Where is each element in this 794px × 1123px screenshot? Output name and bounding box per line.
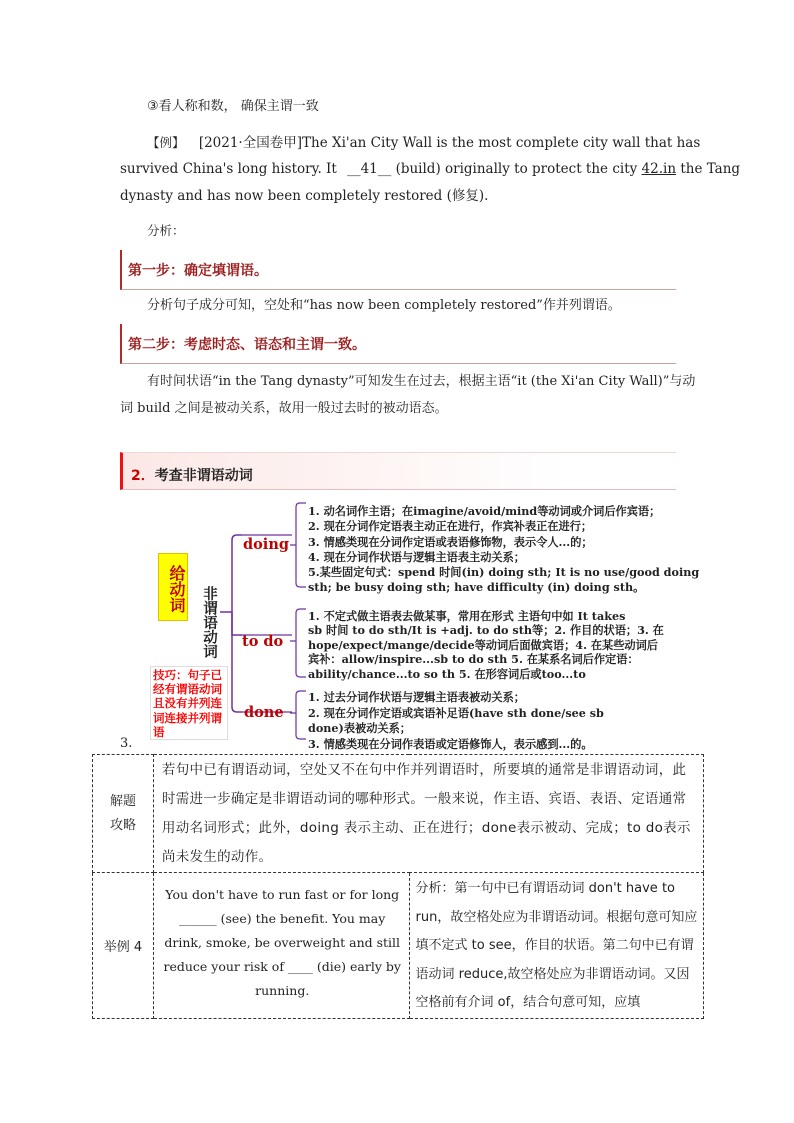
example-tag: 【例】 [147,135,185,150]
example-line-2 [120,159,740,179]
doing-note: 2. 现在分词作定语表主动正在进行，作宾补表正在进行； [308,519,593,534]
doing-note: 3. 情感类现在分词作定语或表语修饰物，表示令人...的； [308,534,593,549]
point3-heading: ③看人称和数， 确保主谓一致 [147,99,319,114]
blank-42: 42.in [641,161,677,177]
done-note: done)表被动关系； [308,721,411,735]
strategy-body: 若句中已有谓语动词，空处又不在句中作并列谓语时，所要填的通常是非谓语动词，此时需进一步确定是非谓语动词的哪种形式。一般来说，作主语、宾语、表语、定语通常用动名词形式；此外，doing 表示主动、正在进行；done表示被动、完成；to do表示尚未发生的动作。 [153,755,703,873]
example-line-1 [147,133,700,153]
done-note: 1. 过去分词作状语与逻辑主语表被动关系； [308,690,525,704]
strategy-head: 解题攻略 [93,755,154,873]
mindmap-center: 非谓语动词 [201,585,217,659]
example-text-2a: survived China's long history. It [120,161,337,177]
example-line-3: dynasty and has now been completely restored (修复). [120,188,489,204]
mindmap-todo-label: to do [242,633,284,650]
todo-note: ability/chance...to so th 5. 在形容词后或too...to [308,666,586,681]
doing-notes [308,504,699,596]
table-row [93,755,704,873]
example-text-1: The Xi'an City Wall is the most complete city wall that has [302,135,701,151]
todo-notes [308,609,664,681]
mindmap-root: 给动词 [158,553,188,621]
table-row [93,873,704,1019]
analysis-label: 分析： [147,223,185,238]
step2-text-2: 词 build 之间是被动关系，故用一般过去时的被动语态。 [120,401,448,416]
todo-note: sb 时间 to do sth/It is +adj. to do sth等；2. 作目的状语；3. 在 [308,623,664,638]
mindmap-done-label: done [244,704,284,721]
item3-number: 3. [120,736,133,751]
todo-note: 1. 不定式做主语表去做某事，常用在形式 主语句中如 It takes [308,609,626,623]
step2-text-1: 有时间状语“in the Tang dynasty”可知发生在过去，根据主语“it (the Xi'an City Wall)”与动 [147,374,696,389]
section2-title: 考查非谓语动词 [154,468,253,484]
doing-note: 1. 动名词作主语；在imagine/avoid/mind等动词或介词后作宾语； [308,504,661,518]
doing-note: 4. 现在分词作状语与逻辑主语表主动关系； [308,549,525,564]
todo-note: hope/expect/mange/decide等动词后面做宾语；4. 在某些动词后 [308,637,658,652]
done-notes [308,690,604,752]
mindmap [150,495,710,751]
example-text-2c: the Tang [680,161,741,177]
todo-note: 宾补：allow/inspire...sb to do sth 5. 在某系名词后作定语： [308,652,639,667]
mindmap-doing-label: doing [243,536,289,553]
section2-header [120,452,676,490]
mindmap-tip: 技巧：句子已经有谓语动词且没有并列连词连接并列谓语 [150,666,228,740]
example4-analysis: 分析：第一句中已有谓语动词 don't have to run，故空格处应为非谓语动词。根据句意可知应填不定式 to see，作目的状语。第二句中已有谓语动词 reduce,故空格处应为非谓语动词。又因空格前有介词 of，结合句意可知，应填 [409,873,703,1019]
example-text-2b: (build) originally to protect the city [395,161,638,177]
example4-question: You don't have to run fast or for long ______ (see) the benefit. You may drink, smoke, be overweight and still reduce your risk of ____ (die) early by running. [153,873,409,1019]
done-note: 2. 现在分词作定语或宾语补足语(have sth done/see sb [308,705,604,720]
step1-text: 分析句子成分可知，空处和“has now been completely restored”作并列谓语。 [147,298,621,313]
example-source: [2021·全国卷甲] [198,135,302,151]
doing-note: sth; be busy doing sth; have difficulty (in) doing sth。 [308,580,645,595]
section2-number: 2． [131,468,155,484]
example4-head: 举例 4 [93,873,154,1019]
blank-41: __41__ [347,161,392,177]
step1-title: 第一步：确定填谓语。 [120,250,676,290]
strategy-table [92,754,704,1019]
step2-title: 第二步：考虑时态、语态和主谓一致。 [120,324,676,364]
done-note: 3. 情感类现在分词作表语或定语修饰人，表示感到...的。 [308,736,593,751]
doing-note: 5.某些固定句式：spend 时间(in) doing sth; It is no use/good doing [308,565,700,580]
